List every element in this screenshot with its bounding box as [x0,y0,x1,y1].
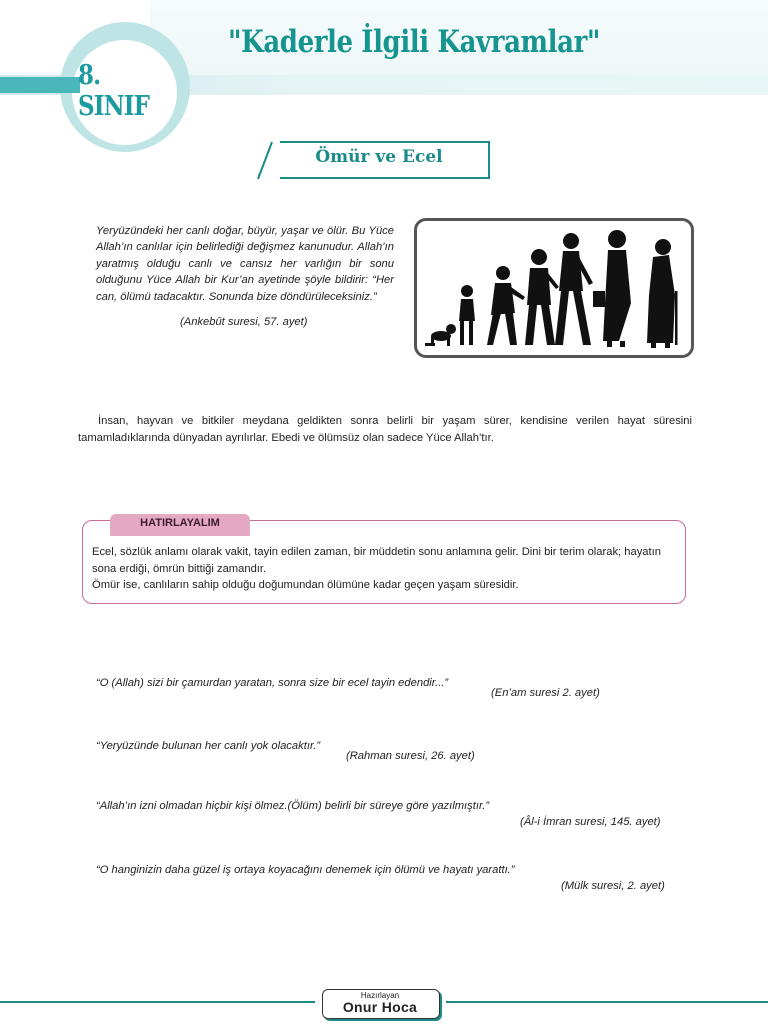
author-name: Onur Hoca [342,999,418,1015]
verse-quote: “O (Allah) sizi bir çamurdan yaratan, sonra size bir ecel tayin edendir...” [96,677,449,689]
reminder-label: HATIRLAYALIM [140,517,220,529]
prepared-by-label: Hazırlayan [360,991,400,1000]
verse-reference: (En’am suresi 2. ayet) [491,687,600,699]
adult-woman-silhouette [593,230,631,347]
page-title: "Kaderle İlgili Kavramlar" [228,24,601,60]
intro-text: Yeryüzündeki her canlı doğar, büyür, yaşar ve ölür. Bu Yüce Allah’ın canlılar için belirlediği değişmez kanunudur. Allah’ın yaratmış olduğu canlı ve cansız her varlığın bir sonu olduğunu Yüce Allah bir Kur’an ayetinde şöyle bildirir: “Her can, ölümü tadacaktır. Sonunda bize döndürüleceksiniz.” [96,225,394,303]
verse-quote: “Yeryüzünde bulunan her canlı yok olacaktır.” [96,740,321,752]
verse-quote: “O hanginizin daha güzel iş ortaya koyacağını denemek için ölümü ve hayatı yarattı.” [96,864,515,876]
life-stages-silhouettes [417,221,691,355]
elderly-woman-silhouette [647,239,678,348]
baby-silhouette [425,324,456,346]
verse-reference: (Âl-i İmran suresi, 145. ayet) [520,816,661,828]
verse-reference: (Mülk suresi, 2. ayet) [561,880,665,892]
section-heading: Ömür ve Ecel [315,147,443,167]
intro-reference: (Ankebût suresi, 57. ayet) [180,316,308,328]
footer-line-left [0,1001,315,1003]
grade-label: 8. SINIF [78,60,150,122]
reminder-text [92,544,678,594]
young-woman-silhouette [555,233,593,345]
toddler-silhouette [459,285,475,345]
footer-line-right [446,1001,768,1003]
verse-quote: “Allah’ın izni olmadan hiçbir kişi ölmez.(Ölüm) belirli bir süreye göre yazılmıştır.” [96,800,490,812]
life-stages-image [414,218,694,358]
reminder-line-ecel: Ecel, sözlük anlamı olarak vakit, tayin edilen zaman, bir müddetin sonu anlamına gelir. Dini bir terim olarak; hayatın sona erdiği, ömrün bittiği zamandır. [92,546,661,575]
verse-reference: (Rahman suresi, 26. ayet) [346,750,475,762]
child-silhouette [487,266,525,345]
reminder-line-omur: Ömür ise, canlıların sahip olduğu doğumundan ölümüne kadar geçen yaşam süresidir. [92,579,519,592]
header-band-left [0,77,80,93]
teen-silhouette [525,249,559,345]
body-paragraph: İnsan, hayvan ve bitkiler meydana geldikten sonra belirli bir yaşam sürer, kendisine verilen hayat süresini tamamladıklarında dünyadan ayrılırlar. Ebedi ve ölümsüz olan sadece Yüce Allah’tır. [78,415,692,444]
